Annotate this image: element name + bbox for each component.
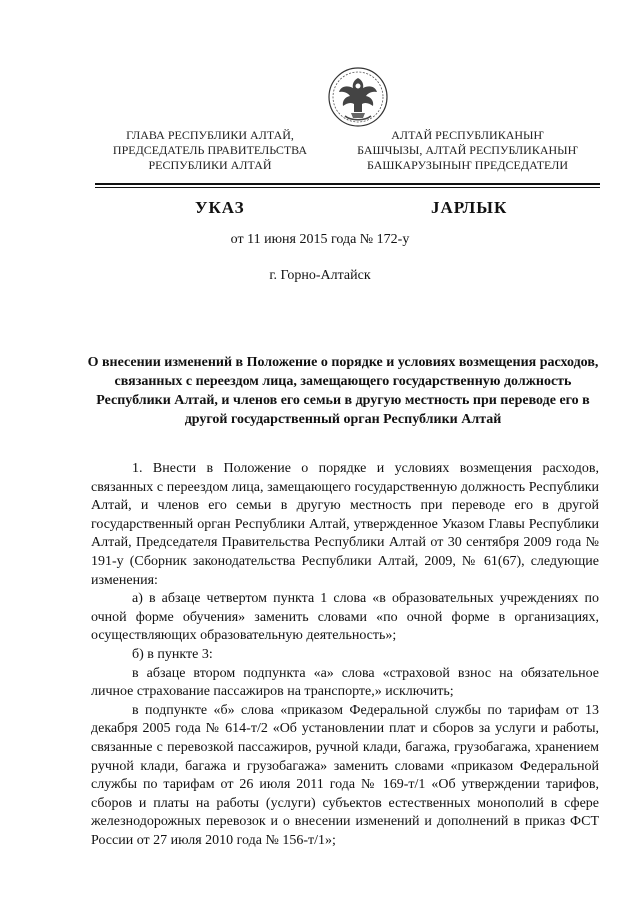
header-right-line: АЛТАЙ РЕСПУБЛИКАНЫҤ xyxy=(391,128,544,142)
header-right-block xyxy=(355,128,580,173)
header-right-line: БАШКАРУЗЫНЫҤ ПРЕДСЕДАТЕЛИ xyxy=(367,158,568,172)
header-divider-thin xyxy=(95,187,600,188)
body-paragraph: а) в абзаце четвертом пункта 1 слова «в образовательных учреждениях по очной форме обучения» заменить словами «по очной форме в организациях, осуществляющих образовательную деятельность»; xyxy=(91,591,599,644)
body-paragraph: в абзаце втором подпункта «а» слова «страховой взнос на обязательное личное страхование пассажиров на транспорте,» исключить; xyxy=(91,665,599,700)
decree-city: г. Горно-Алтайск xyxy=(269,268,371,283)
coat-of-arms-icon xyxy=(327,66,389,128)
header-left-line: РЕСПУБЛИКИ АЛТАЙ xyxy=(148,158,272,172)
body-paragraph: 1. Внести в Положение о порядке и условиях возмещения расходов, связанных с переездом лица, замещающего государственную должность Республики Алтай, и членов его семьи в другую местность при переводе его в другой государственный орган Республики Алтай, утвержденное Указом Главы Республики Алтай, Председателя Правительства Республики Алтай от 30 сентября 2009 года № 191-у (Сборник законодательства Республики Алтай, 2009, № 61(67), следующие изменения: xyxy=(91,461,599,588)
decree-title-altai: JАРЛЫК xyxy=(431,198,508,217)
decree-heading: О внесении изменений в Положение о порядке и условиях возмещения расходов, связанных с переездом лица, замещающего государственную должность Республики Алтай, и членов его семьи в другую местность при переводе его в другой государственный орган Республики Алтай xyxy=(87,355,599,427)
header-left-line: ПРЕДСЕДАТЕЛЬ ПРАВИТЕЛЬСТВА xyxy=(112,143,308,157)
decree-body xyxy=(91,460,599,850)
header-right-line: БАШЧЫЗЫ, АЛТАЙ РЕСПУБЛИКАНЫҤ xyxy=(357,143,578,157)
body-paragraph: б) в пункте 3: xyxy=(132,646,213,662)
header-left-block xyxy=(112,128,308,173)
decree-date-number: от 11 июня 2015 года № 172-у xyxy=(230,232,410,247)
header-left-line: ГЛАВА РЕСПУБЛИКИ АЛТАЙ, xyxy=(126,128,294,142)
decree-title-russian: УКАЗ xyxy=(195,198,245,217)
header-divider-thick xyxy=(95,183,600,185)
body-paragraph: в подпункте «б» слова «приказом Федеральной службы по тарифам от 13 декабря 2005 года № 614-т/2 «Об установлении плат и сборов за услуги и работы, связанные с перевозкой пассажиров, ручной клади, багажа, грузобагажа, хранением ручной клади, багажа и грузобагажа» заменить словами «приказом Федеральной службы по тарифам от 26 июля 2011 года № 169-т/1 «Об утверждении тарифов, сборов и платы на работы (услуги) субъектов естественных монополий в сфере железнодорожных перевозок и о внесении изменений и дополнений в приказ ФСТ России от 27 июля 2010 года № 156-т/1»; xyxy=(91,702,599,848)
